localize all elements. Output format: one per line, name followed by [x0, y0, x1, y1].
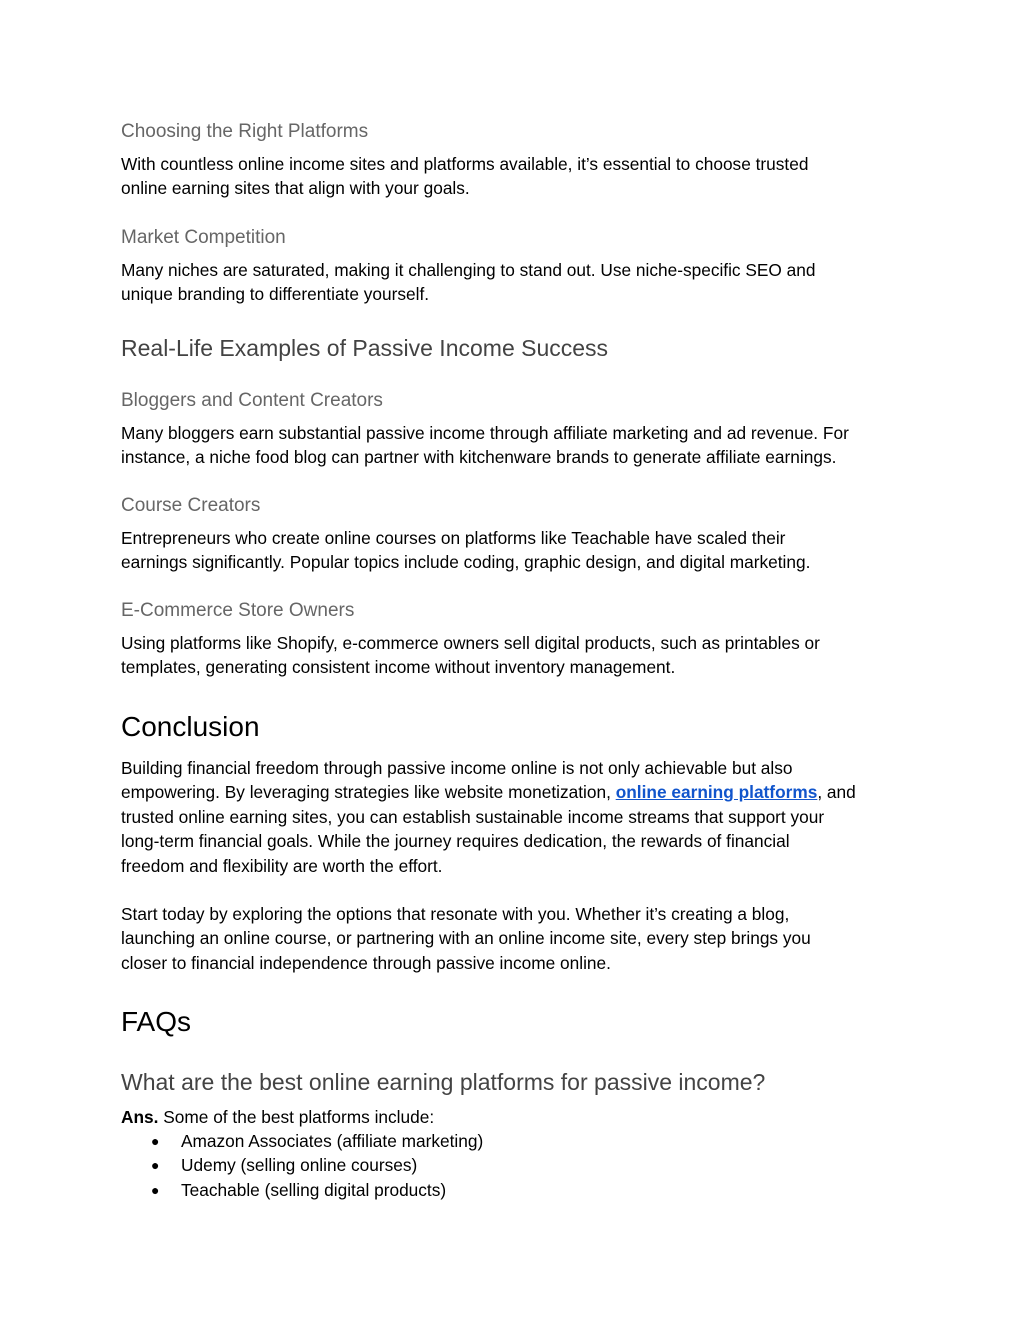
text-line-with-link	[121, 780, 911, 804]
list-item	[121, 1178, 483, 1202]
subheading-course-creators: Course Creators	[121, 495, 261, 516]
faq-question: What are the best online earning platforms for passive income?	[121, 1069, 766, 1095]
text-line: trusted online earning sites, you can establish sustainable income streams that support your	[121, 806, 825, 827]
text-line: Using platforms like Shopify, e-commerce owners sell digital products, such as printables or	[121, 633, 820, 653]
online-earning-platforms-link[interactable]: online earning platforms	[615, 782, 818, 803]
list-item-text: Amazon Associates (affiliate marketing)	[181, 1131, 484, 1151]
section-heading-real-life-examples: Real-Life Examples of Passive Income Success	[121, 335, 609, 361]
subheading-bloggers: Bloggers and Content Creators	[121, 390, 383, 411]
text-line: unique branding to differentiate yourself.	[121, 284, 430, 305]
text-line: Building financial freedom through passive income online is not only achievable but also	[121, 758, 793, 778]
section-heading-conclusion: Conclusion	[121, 711, 260, 742]
bullet-icon: ●	[151, 1133, 160, 1149]
answer-text: Some of the best platforms include:	[158, 1107, 435, 1127]
text-line: freedom and flexibility are worth the effort.	[121, 855, 443, 876]
faq-answer-list	[121, 1129, 483, 1202]
text-line: earnings significantly. Popular topics include coding, graphic design, and digital marketing.	[121, 552, 811, 573]
section-heading-market-competition: Market Competition	[121, 227, 286, 248]
paragraph-market-competition	[121, 258, 911, 307]
answer-line	[121, 1105, 911, 1129]
text-line: online earning sites that align with your goals.	[121, 178, 470, 199]
text-line: Entrepreneurs who create online courses on platforms like Teachable have scaled their	[121, 528, 786, 548]
paragraph-conclusion-2	[121, 902, 911, 975]
paragraph-conclusion-1	[121, 756, 911, 878]
bullet-icon: ●	[151, 1181, 160, 1198]
text-line: Many niches are saturated, making it challenging to stand out. Use niche-specific SEO and	[121, 260, 816, 280]
text-fragment: , and	[817, 782, 856, 803]
subheading-ecommerce-owners: E-Commerce Store Owners	[121, 600, 355, 621]
paragraph-bloggers	[121, 421, 911, 470]
text-line: instance, a niche food blog can partner with kitchenware brands to generate affiliate earnings.	[121, 447, 837, 468]
paragraph-ecommerce-owners	[121, 631, 911, 680]
list-item-text: Udemy (selling online courses)	[181, 1155, 418, 1176]
text-line: closer to financial independence through passive income online.	[121, 952, 611, 973]
text-fragment: empowering. By leveraging strategies like website monetization,	[121, 782, 616, 803]
text-line: long-term financial goals. While the journey requires dedication, the rewards of financial	[121, 831, 790, 852]
section-heading-faqs: FAQs	[121, 1006, 192, 1037]
answer-label: Ans.	[121, 1107, 159, 1127]
faq-answer	[121, 1105, 911, 1129]
text-line: With countless online income sites and platforms available, it’s essential to choose trusted	[121, 154, 809, 174]
list-item-text: Teachable (selling digital products)	[181, 1179, 447, 1200]
text-line: Many bloggers earn substantial passive income through affiliate marketing and ad revenue. For	[121, 423, 849, 443]
list-item	[121, 1129, 483, 1153]
paragraph-choosing-platforms	[121, 152, 911, 201]
list-item	[121, 1153, 483, 1177]
bullet-icon: ●	[151, 1157, 160, 1174]
text-line: Start today by exploring the options that resonate with you. Whether it’s creating a blog,	[121, 904, 790, 924]
section-heading-choosing-platforms: Choosing the Right Platforms	[121, 121, 369, 142]
text-line: launching an online course, or partnering with an online income site, every step brings you	[121, 928, 811, 949]
paragraph-course-creators	[121, 526, 911, 575]
text-line: templates, generating consistent income without inventory management.	[121, 657, 676, 678]
